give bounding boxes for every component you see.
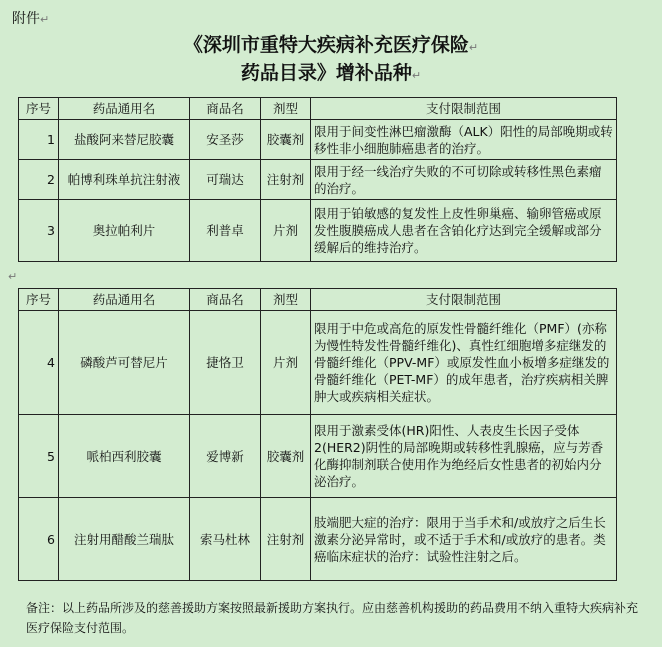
- cell-no: 6: [19, 498, 59, 581]
- cell-form: 胶囊剂: [261, 415, 311, 498]
- table-header-row: [19, 98, 617, 120]
- cell-scope: 限用于经一线治疗失败的不可切除或转移性黑色素瘤的治疗。: [311, 160, 617, 200]
- table-row: [19, 311, 617, 415]
- table-row: [19, 120, 617, 160]
- table-header-row: [19, 289, 617, 311]
- cell-no: 4: [19, 311, 59, 415]
- cell-brand: 可瑞达: [190, 160, 261, 200]
- col-header-form: 剂型: [261, 98, 311, 120]
- col-header-brand: 商品名: [190, 289, 261, 311]
- table-row: [19, 160, 617, 200]
- col-header-generic: 药品通用名: [59, 98, 190, 120]
- cell-brand: 安圣莎: [190, 120, 261, 160]
- table-row: [19, 498, 617, 581]
- cell-scope: 限用于激素受体(HR)阳性、人表皮生长因子受体2(HER2)阴性的局部晚期或转移性乳腺癌，应与芳香化酶抑制剂联合使用作为绝经后女性患者的初始内分泌治疗。: [311, 415, 617, 498]
- cell-scope: 限用于间变性淋巴瘤激酶（ALK）阳性的局部晚期或转移性非小细胞肺癌患者的治疗。: [311, 120, 617, 160]
- col-header-scope: 支付限制范围: [311, 98, 617, 120]
- cell-no: 2: [19, 160, 59, 200]
- footnote: 备注：以上药品所涉及的慈善援助方案按照最新援助方案执行。应由慈善机构援助的药品费用不纳入重特大疾病补充医疗保险支付范围。: [26, 601, 639, 635]
- paragraph-mark: ↵: [8, 270, 18, 283]
- col-header-no: 序号: [19, 98, 59, 120]
- cell-scope: 限用于中危或高危的原发性骨髓纤维化（PMF）(亦称为慢性特发性骨髓纤维化)、真性红细胞增多症继发的骨髓纤维化（PPV-MF）或原发性血小板增多症继发的骨髓纤维化（PET-MF）的成年患者，治疗疾病相关脾肿大或疾病相关症状。: [311, 311, 617, 415]
- cell-brand: 利普卓: [190, 200, 261, 262]
- cell-form: 注射剂: [261, 498, 311, 581]
- col-header-no: 序号: [19, 289, 59, 311]
- col-header-generic: 药品通用名: [59, 289, 190, 311]
- drug-table-1: [18, 97, 617, 262]
- cell-no: 3: [19, 200, 59, 262]
- paragraph-mark: ↵: [40, 13, 50, 26]
- cell-generic: 盐酸阿来替尼胶囊: [59, 120, 190, 160]
- page-title-line2: 药品目录》增补品种↵: [240, 62, 422, 84]
- cell-generic: 奥拉帕利片: [59, 200, 190, 262]
- attachment-label: 附件↵: [12, 11, 50, 27]
- cell-brand: 捷恪卫: [190, 311, 261, 415]
- cell-form: 片剂: [261, 200, 311, 262]
- col-header-brand: 商品名: [190, 98, 261, 120]
- cell-form: 注射剂: [261, 160, 311, 200]
- page-title-line1: 《深圳市重特大疾病补充医疗保险↵: [183, 34, 479, 56]
- cell-generic: 注射用醋酸兰瑞肽: [59, 498, 190, 581]
- cell-no: 1: [19, 120, 59, 160]
- table-row: [19, 415, 617, 498]
- cell-no: 5: [19, 415, 59, 498]
- cell-scope: 肢端肥大症的治疗：限用于当手术和/或放疗之后生长激素分泌异常时，或不适于手术和/或放疗的患者。类癌临床症状的治疗：试验性注射之后。: [311, 498, 617, 581]
- cell-generic: 帕博利珠单抗注射液: [59, 160, 190, 200]
- col-header-scope: 支付限制范围: [311, 289, 617, 311]
- cell-form: 片剂: [261, 311, 311, 415]
- drug-table-2: [18, 288, 617, 581]
- cell-generic: 磷酸芦可替尼片: [59, 311, 190, 415]
- cell-generic: 哌柏西利胶囊: [59, 415, 190, 498]
- cell-brand: 爱博新: [190, 415, 261, 498]
- col-header-form: 剂型: [261, 289, 311, 311]
- cell-brand: 索马杜林: [190, 498, 261, 581]
- table-row: [19, 200, 617, 262]
- cell-form: 胶囊剂: [261, 120, 311, 160]
- cell-scope: 限用于铂敏感的复发性上皮性卵巢癌、输卵管癌或原发性腹膜癌成人患者在含铂化疗达到完全缓解或部分缓解后的维持治疗。: [311, 200, 617, 262]
